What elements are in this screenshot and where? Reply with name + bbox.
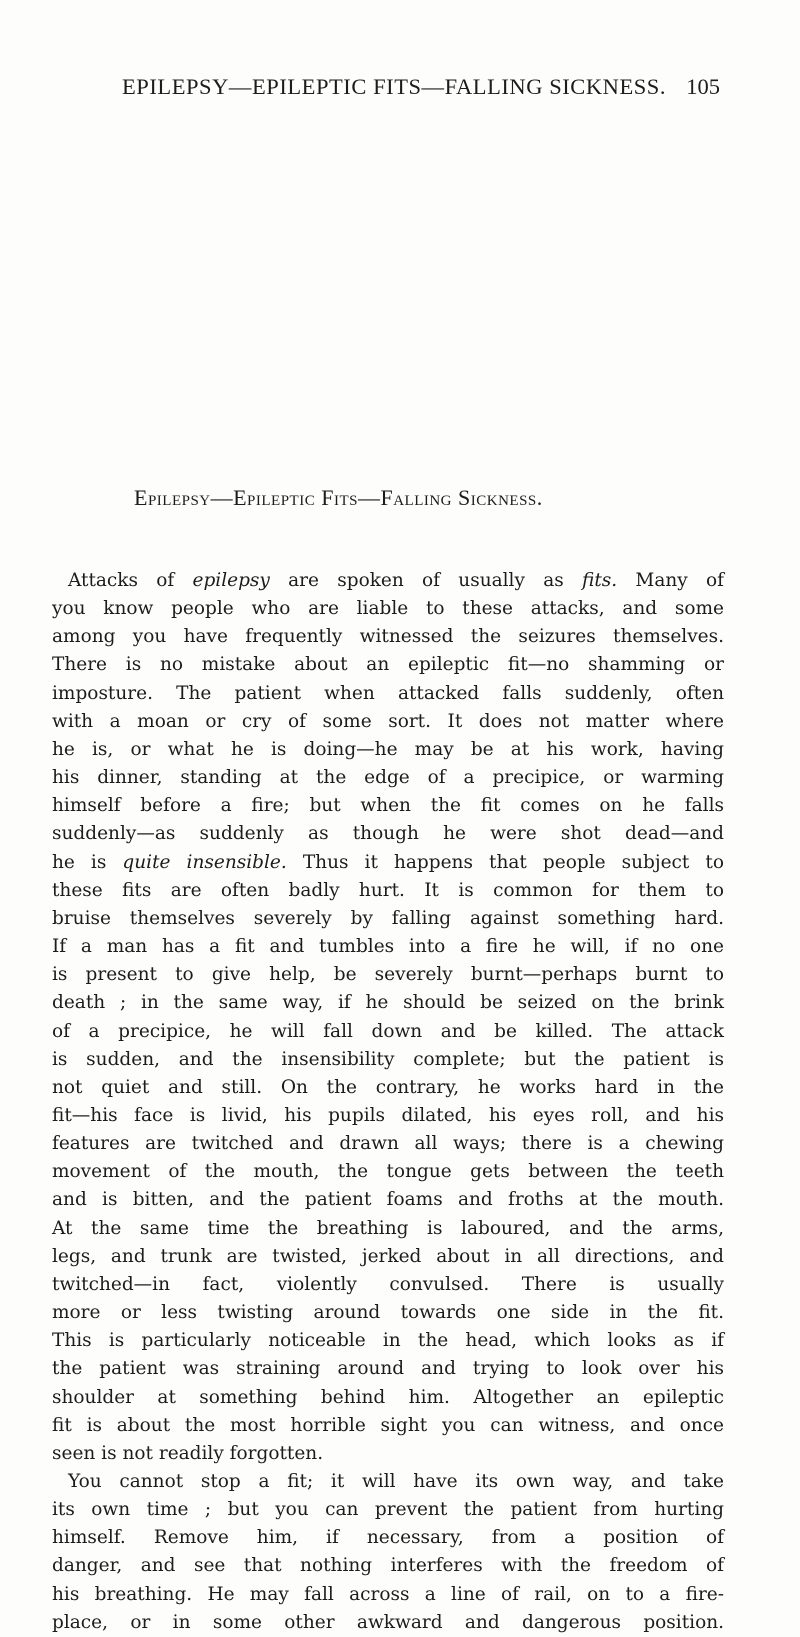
text-segment: and is bitten, and the patient foams and froths at the mouth. (52, 1189, 724, 1211)
text-segment: himself before a fire; but when the fit comes on he falls (52, 795, 724, 817)
running-head-title: EPILEPSY—EPILEPTIC FITS—FALLING SICKNESS. (122, 74, 667, 99)
text-line (52, 1468, 724, 1496)
text-line (52, 1524, 724, 1552)
text-line (52, 680, 724, 708)
text-segment: its own time ; but you can prevent the patient from hurting (52, 1499, 724, 1521)
text-segment: Many of (617, 570, 724, 591)
text-line (52, 1046, 724, 1074)
text-line (52, 1243, 724, 1271)
text-segment: Thus it happens that people subject to (286, 851, 725, 873)
text-line (52, 1609, 724, 1637)
text-line (52, 623, 724, 651)
text-segment: he is, or what he is doing—he may be at his work, having (52, 738, 724, 760)
text-segment: There is no mistake about an epileptic fit—no shamming or (52, 654, 724, 676)
text-segment: danger, and see that nothing interferes with the freedom of (52, 1555, 724, 1577)
text-segment: You cannot stop a fit; it will have its own way, and take (68, 1471, 724, 1492)
text-segment: the patient was straining around and trying to look over his (52, 1358, 724, 1380)
text-segment: death ; in the same way, if he should be seized on the brink (52, 992, 724, 1014)
text-line (52, 1412, 724, 1440)
text-line (52, 736, 724, 764)
text-segment: with a moan or cry of some sort. It does not matter where (52, 710, 724, 732)
text-line (52, 820, 724, 848)
text-line (52, 1440, 724, 1468)
text-line (52, 1271, 724, 1299)
text-line (52, 1102, 724, 1130)
text-line (52, 877, 724, 905)
text-segment: more or less twisting around towards one side in the fit. (52, 1302, 724, 1324)
text-segment: is present to give help, be severely burnt—perhaps burnt to (52, 964, 724, 986)
text-line (52, 1327, 724, 1355)
text-line (52, 1355, 724, 1383)
text-segment: fit—his face is livid, his pupils dilated, his eyes roll, and his (52, 1104, 724, 1126)
text-segment: these fits are often badly hurt. It is common for them to (52, 879, 724, 901)
italic-text: quite insensible. (122, 851, 287, 873)
text-segment: suddenly—as suddenly as though he were shot dead—and (52, 823, 724, 845)
text-segment: imposture. The patient when attacked falls suddenly, often (52, 682, 724, 704)
text-segment: twitched—in fact, violently convulsed. There is usually (52, 1273, 724, 1295)
text-line (52, 1130, 724, 1158)
text-line (52, 1384, 724, 1412)
text-line (52, 1581, 724, 1609)
italic-text: epilepsy (192, 570, 270, 591)
text-segment: you know people who are liable to these attacks, and some (52, 598, 724, 620)
text-line (52, 933, 724, 961)
text-segment: fit is about the most horrible sight you can witness, and once (52, 1414, 724, 1436)
text-line (52, 989, 724, 1017)
text-segment: place, or in some other awkward and dangerous position. (52, 1611, 724, 1633)
text-segment: seen is not readily forgotten. (52, 1442, 324, 1464)
text-line (52, 651, 724, 679)
text-line (52, 764, 724, 792)
text-line (52, 1299, 724, 1327)
running-head (122, 74, 720, 108)
italic-text: fits. (581, 570, 618, 591)
text-segment: among you have frequently witnessed the seizures themselves. (52, 626, 724, 648)
text-segment: At the same time the breathing is laboured, and the arms, (52, 1217, 724, 1239)
text-segment: movement of the mouth, the tongue gets between the teeth (52, 1161, 724, 1183)
text-segment: his dinner, standing at the edge of a precipice, or warming (52, 767, 724, 789)
text-segment: himself. Remove him, if necessary, from a position of (52, 1527, 724, 1549)
text-line (52, 1496, 724, 1524)
text-line (52, 1186, 724, 1214)
page-number: 105 (686, 74, 720, 99)
text-line (52, 1158, 724, 1186)
text-line (52, 1552, 724, 1580)
text-segment: not quiet and still. On the contrary, he works hard in the (52, 1076, 724, 1098)
text-segment: Attacks of (68, 570, 193, 591)
text-line (52, 905, 724, 933)
text-line (52, 792, 724, 820)
text-segment: he is (52, 851, 123, 873)
text-segment: are spoken of usually as (269, 570, 582, 591)
text-segment: shoulder at something behind him. Altogether an epileptic (52, 1386, 724, 1408)
text-line (52, 1074, 724, 1102)
text-segment: This is particularly noticeable in the head, which looks as if (52, 1330, 724, 1352)
text-segment: legs, and trunk are twisted, jerked about in all directions, and (52, 1245, 724, 1267)
text-segment: his breathing. He may fall across a line of rail, on to a fire- (52, 1583, 724, 1605)
text-line (52, 961, 724, 989)
text-line (52, 595, 724, 623)
text-line (52, 1215, 724, 1243)
text-segment: of a precipice, he will fall down and be killed. The attack (52, 1020, 724, 1042)
text-segment: is sudden, and the insensibility complete; but the patient is (52, 1048, 724, 1070)
text-line (52, 567, 724, 595)
text-segment: bruise themselves severely by falling against something hard. (52, 907, 724, 929)
text-segment: If a man has a fit and tumbles into a fire he will, if no one (52, 936, 724, 958)
text-line (52, 1018, 724, 1046)
body-text (52, 567, 724, 1637)
text-segment: features are twitched and drawn all ways; there is a chewing (52, 1133, 724, 1155)
text-line (52, 708, 724, 736)
section-heading: Epilepsy—Epileptic Fits—Falling Sickness. (134, 485, 543, 510)
text-line (52, 849, 724, 877)
